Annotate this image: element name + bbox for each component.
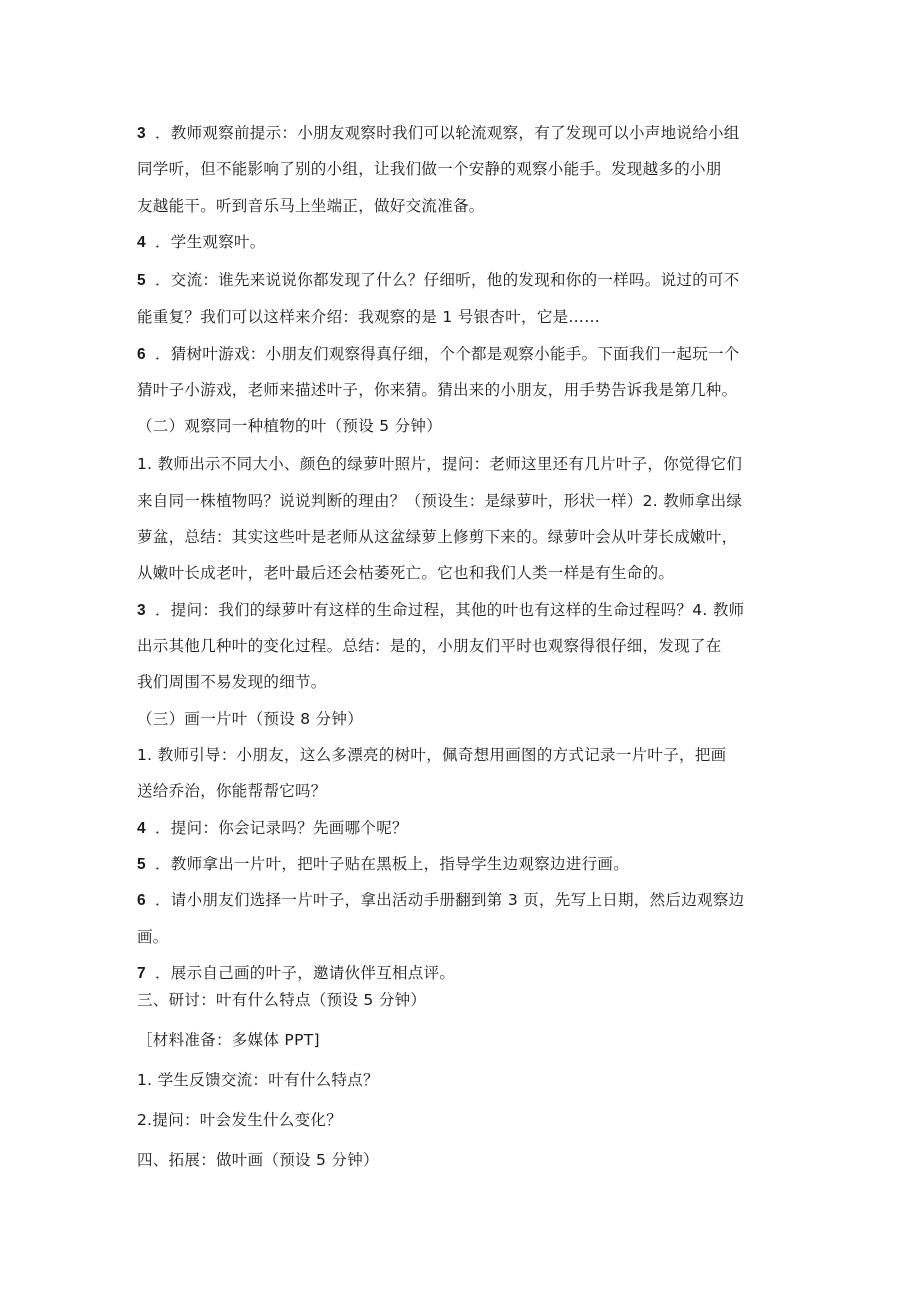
item-number: 4	[137, 234, 146, 251]
item-number: 6	[137, 346, 146, 363]
section-heading	[137, 416, 442, 436]
item-number: 3	[137, 125, 146, 142]
item-number: 4	[137, 820, 146, 837]
item-number: 5	[137, 272, 146, 289]
paragraph-line	[137, 123, 740, 144]
material-note	[137, 1030, 320, 1050]
item-number: 7	[137, 965, 146, 982]
paragraph-line	[137, 1110, 342, 1130]
line-text: ．教师拿出一片叶，把叶子贴在黑板上，指导学生边观察边进行画。	[155, 855, 630, 873]
line-text: ．猜树叶游戏：小朋友们观察得真仔细，个个都是观察小能手。下面我们一起玩一个	[155, 345, 740, 363]
line-text: ．学生观察叶。	[155, 233, 266, 251]
paragraph-line	[137, 380, 737, 400]
line-text: 出示其他几种叶的变化过程。总结：是的，小朋友们平时也观察得很仔细，发现了在	[137, 637, 722, 655]
line-text: ．提问：你会记录吗？先画哪个呢？	[155, 819, 408, 837]
paragraph-line	[137, 745, 726, 765]
paragraph-line	[137, 927, 169, 947]
section-heading	[137, 990, 426, 1010]
line-text: ［材料准备：多媒体 PPT]	[137, 1031, 320, 1049]
item-number: 5	[137, 856, 146, 873]
line-text: 四、拓展：做叶画（预设 5 分钟）	[137, 1151, 379, 1169]
paragraph-line	[137, 636, 722, 656]
line-text: 同学听，但不能影响了别的小组，让我们做一个安静的观察小能手。发现越多的小朋	[137, 160, 722, 178]
paragraph-line	[137, 196, 485, 216]
line-text: 1. 教师出示不同大小、颜色的绿萝叶照片，提问：老师这里还有几片叶子，你觉得它们	[137, 455, 743, 473]
paragraph-line	[137, 491, 742, 511]
section-heading	[137, 1150, 379, 1170]
item-number: 6	[137, 892, 146, 909]
paragraph-line	[137, 818, 408, 839]
line-text: 2.提问：叶会发生什么变化？	[137, 1111, 342, 1129]
paragraph-line	[137, 890, 744, 911]
line-text: （三）画一片叶（预设 8 分钟）	[137, 710, 364, 728]
line-text: ．交流：谁先来说说你都发现了什么？仔细听，他的发现和你的一样吗。说过的可不	[155, 271, 740, 289]
line-text: 我们周围不易发现的细节。	[137, 673, 327, 691]
paragraph-line	[137, 1070, 379, 1090]
line-text: 三、研讨：叶有什么特点（预设 5 分钟）	[137, 991, 427, 1009]
line-text: ．提问：我们的绿萝叶有这样的生命过程，其他的叶也有这样的生命过程吗？4. 教师	[155, 601, 745, 619]
line-text: （二）观察同一种植物的叶（预设 5 分钟）	[137, 417, 443, 435]
paragraph-line	[137, 781, 327, 801]
section-heading	[137, 709, 363, 729]
paragraph-line	[137, 344, 740, 365]
line-text: 从嫩叶长成老叶，老叶最后还会枯萎死亡。它也和我们人类一样是有生命的。	[137, 564, 675, 582]
line-text: 能重复？我们可以这样来介绍：我观察的是 1 号银杏叶，它是……	[137, 308, 601, 326]
line-text: 1. 学生反馈交流：叶有什么特点？	[137, 1071, 379, 1089]
line-text: 猜叶子小游戏，老师来描述叶子，你来猜。猜出来的小朋友，用手势告诉我是第几种。	[137, 381, 738, 399]
item-number: 3	[137, 602, 146, 619]
line-text: 萝盆，总结：其实这些叶是老师从这盆绿萝上修剪下来的。绿萝叶会从叶芽长成嫩叶，	[137, 528, 738, 546]
line-text: 1. 教师引导：小朋友，这么多漂亮的树叶，佩奇想用画图的方式记录一片叶子，把画	[137, 746, 727, 764]
paragraph-line	[137, 854, 629, 875]
paragraph-line	[137, 600, 744, 621]
paragraph-line	[137, 454, 742, 474]
line-text: ．教师观察前提示：小朋友观察时我们可以轮流观察，有了发现可以小声地说给小组	[155, 124, 740, 142]
paragraph-line	[137, 672, 327, 692]
line-text: 友越能干。听到音乐马上坐端正，做好交流准备。	[137, 197, 485, 215]
line-text: 送给乔治，你能帮帮它吗？	[137, 782, 327, 800]
paragraph-line	[137, 232, 266, 253]
paragraph-line	[137, 270, 740, 291]
paragraph-line	[137, 963, 455, 984]
paragraph-line	[137, 307, 600, 327]
line-text: 画。	[137, 928, 169, 946]
paragraph-line	[137, 159, 722, 179]
line-text: ．展示自己画的叶子，邀请伙伴互相点评。	[155, 964, 456, 982]
line-text: ．请小朋友们选择一片叶子，拿出活动手册翻到第 3 页，先写上日期，然后边观察边	[155, 891, 745, 909]
line-text: 来自同一株植物吗？说说判断的理由？（预设生：是绿萝叶，形状一样）2. 教师拿出绿	[137, 492, 743, 510]
paragraph-line	[137, 527, 737, 547]
paragraph-line	[137, 563, 674, 583]
